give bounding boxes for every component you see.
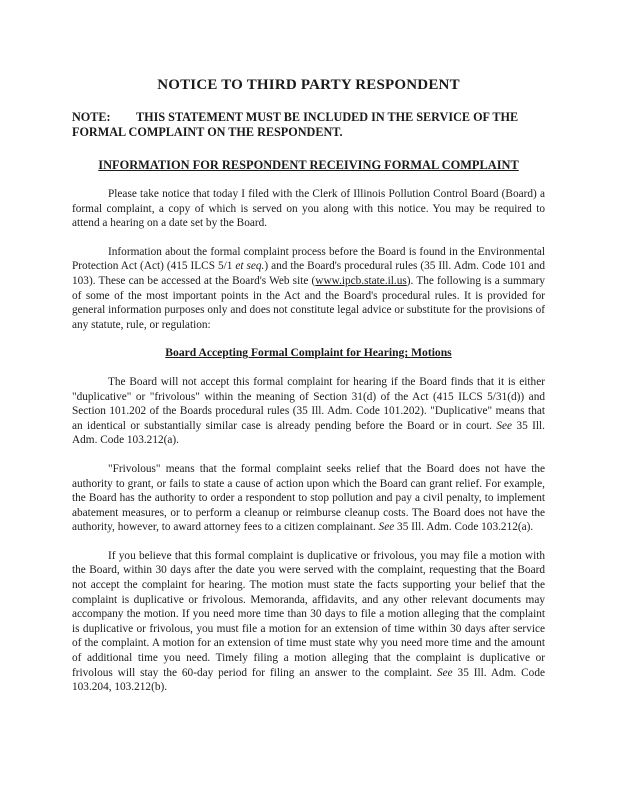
para5-text-2: 35 Ill. Adm. Code 103.204, 103.212(b). <box>72 666 545 694</box>
note-label: NOTE: <box>72 110 111 124</box>
paragraph-duplicative <box>72 375 545 448</box>
paragraph-frivolous <box>72 462 545 535</box>
para3-text-2: 35 Ill. Adm. Code 103.212(a). <box>72 419 545 447</box>
paragraph-information <box>72 245 545 333</box>
board-website-link[interactable]: www.ipcb.state.il.us <box>315 274 407 287</box>
para4-text-1: "Frivolous" means that the formal complaint seeks relief that the Board does not have the authority to grant, or fails to state a cause of action upon which the Board can grant relief. For example, the Board has the authority to order a respondent to stop pollution and pay a civil penalty, to implement abatement measures, or to perform a cleanup or reimburse cleanup costs. The Board does not have the authority, however, to award attorney fees to a citizen complainant. <box>72 462 545 534</box>
page-title: NOTICE TO THIRD PARTY RESPONDENT <box>157 77 460 93</box>
para2-text-3: ). The following is a summary of some of the most important points in the Act and the Board's procedural rules. It is provided for general information purposes only and does not constitute legal advice or substitute for the provisions of any statute, rule, or regulation: <box>72 274 545 331</box>
para2-italic: et seq. <box>235 260 265 273</box>
note-text: THIS STATEMENT MUST BE INCLUDED IN THE SERVICE OF THE FORMAL COMPLAINT ON THE RESPONDENT. <box>72 110 519 139</box>
para3-italic: See <box>496 419 513 432</box>
para2-text-2: ) and the Board's procedural rules (35 Ill. Adm. Code 101 and 103). These can be accessed at the Board's Web site ( <box>72 260 545 287</box>
subheading: INFORMATION FOR RESPONDENT RECEIVING FORMAL COMPLAINT <box>98 158 519 172</box>
note-block <box>72 110 545 140</box>
paragraph-motion <box>72 549 545 695</box>
section-heading: Board Accepting Formal Complaint for Hearing; Motions <box>165 346 452 360</box>
paragraph-notice: Please take notice that today I filed with the Clerk of Illinois Pollution Control Board (Board) a formal complaint, a copy of which is served on you along with this notice. You may be required to attend a hearing on a date set by the Board. <box>72 188 545 230</box>
para4-text-2: 35 Ill. Adm. Code 103.212(a). <box>394 521 534 534</box>
para5-text-1: If you believe that this formal complaint is duplicative or frivolous, you may file a motion with the Board, within 30 days after the date you were served with the complaint, requesting that the Board not accept the complaint for hearing. The motion must state the facts supporting your belief that the complaint is duplicative or frivolous. Memoranda, affidavits, and any other relevant documents may accompany the motion. If you need more time than 30 days to file a motion alleging that the complaint is duplicative or frivolous, you must file a motion for an extension of time within 30 days after service of the complaint. A motion for an extension of time must state why you need more time and the amount of additional time you need. Timely filing a motion alleging that the complaint is duplicative or frivolous will stay the 60-day period for filing an answer to the complaint. <box>72 549 545 679</box>
para3-text-1: The Board will not accept this formal complaint for hearing if the Board finds that it is either "duplicative" or "frivolous" within the meaning of Section 31(d) of the Act (415 ILCS 5/31(d)) and Section 101.202 of the Boards procedural rules (35 Ill. Adm. Code 101.202). "Duplicative" means that an identical or substantially similar case is already pending before the Board or in court. <box>72 375 545 432</box>
para5-italic: See <box>436 666 453 679</box>
para4-italic: See <box>378 521 395 534</box>
para2-text-1: Information about the formal complaint process before the Board is found in the Environmental Protection Act (Act) (415 ILCS 5/1 <box>72 245 545 273</box>
